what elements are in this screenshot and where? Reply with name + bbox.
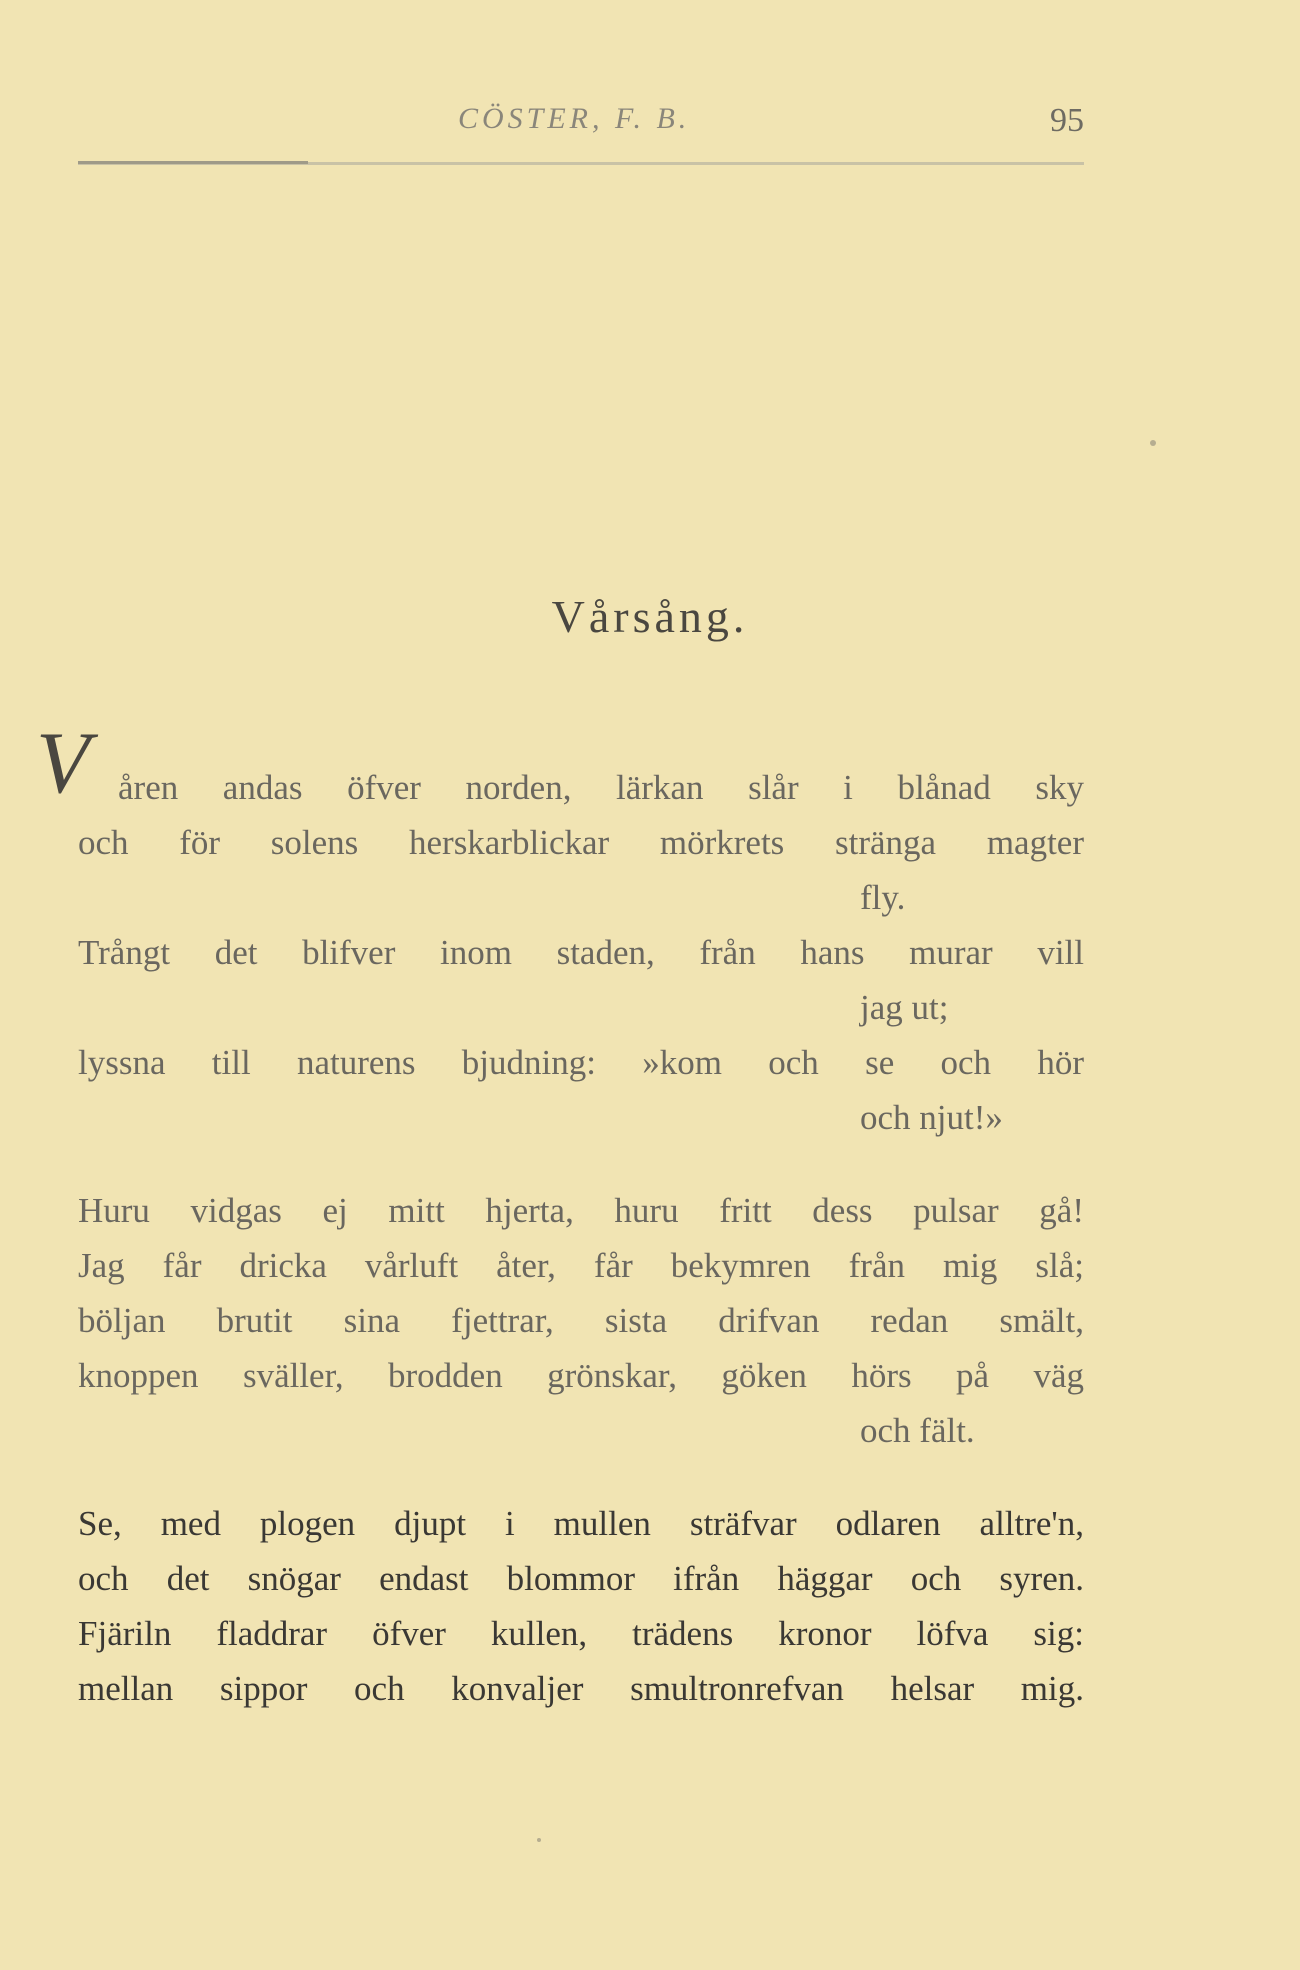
verse-line: knoppen sväller, brodden grönskar, göken hörs på väg <box>78 1356 1084 1395</box>
stanza-3 <box>78 1496 1084 1716</box>
paper-speck <box>1150 440 1156 446</box>
stanza-2 <box>78 1183 1084 1458</box>
verse-turnover: och fält. <box>860 1411 975 1450</box>
verse-line: lyssna till naturens bjudning: »kom och se och hör <box>78 1043 1084 1082</box>
poem-title: Vårsång. <box>551 591 749 642</box>
page-number: 95 <box>1050 102 1084 139</box>
header-rule-accent <box>78 161 308 164</box>
verse-line: och för solens herskarblickar mörkrets stränga magter <box>78 823 1084 862</box>
running-title: CÖSTER, F. B. <box>458 102 691 135</box>
verse-line: åren andas öfver norden, lärkan slår i blånad sky <box>118 768 1084 807</box>
verse-line: Huru vidgas ej mitt hjerta, huru fritt dess pulsar gå! <box>78 1191 1084 1230</box>
verse-line: och det snögar endast blommor ifrån häggar och syren. <box>78 1559 1084 1598</box>
verse-turnover: fly. <box>860 878 906 917</box>
verse-turnover: och njut!» <box>860 1098 1003 1137</box>
poem-body <box>78 760 1084 1754</box>
verse-line: Fjäriln fladdrar öfver kullen, trädens kronor löfva sig: <box>78 1614 1084 1653</box>
paper-speck <box>537 1838 541 1842</box>
verse-turnover: jag ut; <box>860 988 949 1027</box>
verse-line: Se, med plogen djupt i mullen sträfvar odlaren alltre'n, <box>78 1504 1084 1543</box>
verse-line: Jag får dricka vårluft åter, får bekymren från mig slå; <box>78 1246 1084 1285</box>
verse-line: mellan sippor och konvaljer smultronrefvan helsar mig. <box>78 1669 1084 1708</box>
verse-line: Trångt det blifver inom staden, från hans murar vill <box>78 933 1084 972</box>
stanza-1 <box>78 760 1084 1145</box>
running-head <box>78 102 1084 142</box>
drop-cap: V <box>36 715 90 812</box>
verse-line: böljan brutit sina fjettrar, sista drifvan redan smält, <box>78 1301 1084 1340</box>
